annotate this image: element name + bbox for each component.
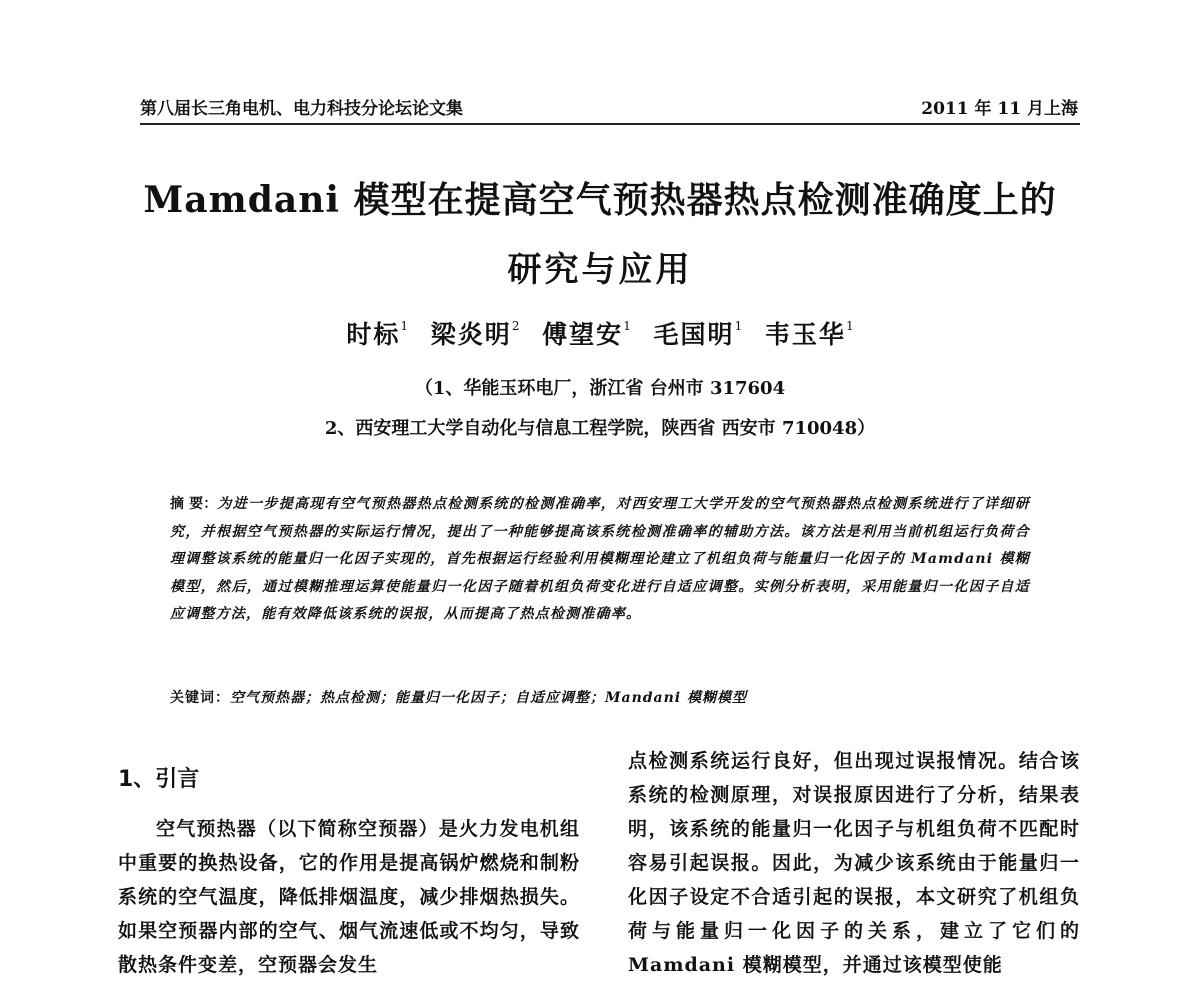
header-proceedings-title: 第八届长三角电机、电力科技分论坛论文集 <box>140 99 463 119</box>
author: 梁炎明$^2$ <box>430 318 520 349</box>
author: 傅望安$^1$ <box>542 318 631 349</box>
abstract-label: 摘 要： <box>170 496 218 512</box>
abstract <box>170 491 1030 629</box>
author-affiliation-mark: 1 <box>845 318 854 333</box>
author: 韦玉华$^1$ <box>764 318 854 349</box>
paper-title-line-2: 研究与应用 <box>507 250 693 290</box>
body-column-right: 点检测系统运行良好，但出现过误报情况。结合该系统的检测原理，对误报原因进行了分析，结果表明，该系统的能量归一化因子与机组负荷不匹配时容易引起误报。因此，为减少该系统由于能量归一化因子设定不合适引起的误报，本文研究了机组负荷与能量归一化因子的关系，建立了它们的 Mamdani 模糊模型，并通过该模型使能 <box>628 750 1080 976</box>
abstract-text: 为进一步提高现有空气预热器热点检测系统的检测准确率，对西安理工大学开发的空气预热器热点检测系统进行了详细研究，并根据空气预热器的实际运行情况，提出了一种能够提高该系统检测准确率的辅助方法。该方法是利用当前机组运行负荷合理调整该系统的能量归一化因子实现的，首先根据运行经验利用模糊理论建立了机组负荷与能量归一化因子的 Mamdani 模糊模型，然后，通过模糊推理运算使能量归一化因子随着机组负荷变化进行自适应调整。实例分析表明，采用能量归一化因子自适应调整方法，能有效降低该系统的误报，从而提高了热点检测准确率。 <box>170 496 1030 622</box>
affiliation-line-2: 2、西安理工大学自动化与信息工程学院，陕西省 西安市 710048） <box>324 418 876 439</box>
keywords-label: 关键词： <box>170 690 230 706</box>
author-list <box>0 315 1200 351</box>
author: 毛国明$^1$ <box>653 318 743 349</box>
keywords <box>170 687 1030 707</box>
author: 时标$^1$ <box>346 318 409 349</box>
author-affiliation-mark: 1 <box>734 318 743 333</box>
keywords-text: 空气预热器；热点检测；能量归一化因子；自适应调整；Mandani 模糊模型 <box>230 690 747 706</box>
paper-title-line-1: Mamdani 模型在提高空气预热器热点检测准确度上的 <box>143 179 1057 221</box>
author-affiliation-mark: 1 <box>400 318 409 333</box>
author-affiliation-mark: 1 <box>623 318 631 333</box>
affiliation-line-1: （1、华能玉环电厂，浙江省 台州市 317604 <box>414 378 786 399</box>
author-affiliation-mark: 2 <box>511 318 520 333</box>
section-heading-introduction: 1、引言 <box>118 767 200 792</box>
header-date-location: 2011 年 11 月上海 <box>921 99 1078 119</box>
running-header <box>140 93 1080 125</box>
body-column-left: 空气预热器（以下简称空预器）是火力发电机组中重要的换热设备，它的作用是提高锅炉燃烧和制粉系统的空气温度，降低排烟温度，减少排烟热损失。如果空预器内部的空气、烟气流速低或不均匀，导致散热条件变差，空预器会发生 <box>118 818 580 976</box>
